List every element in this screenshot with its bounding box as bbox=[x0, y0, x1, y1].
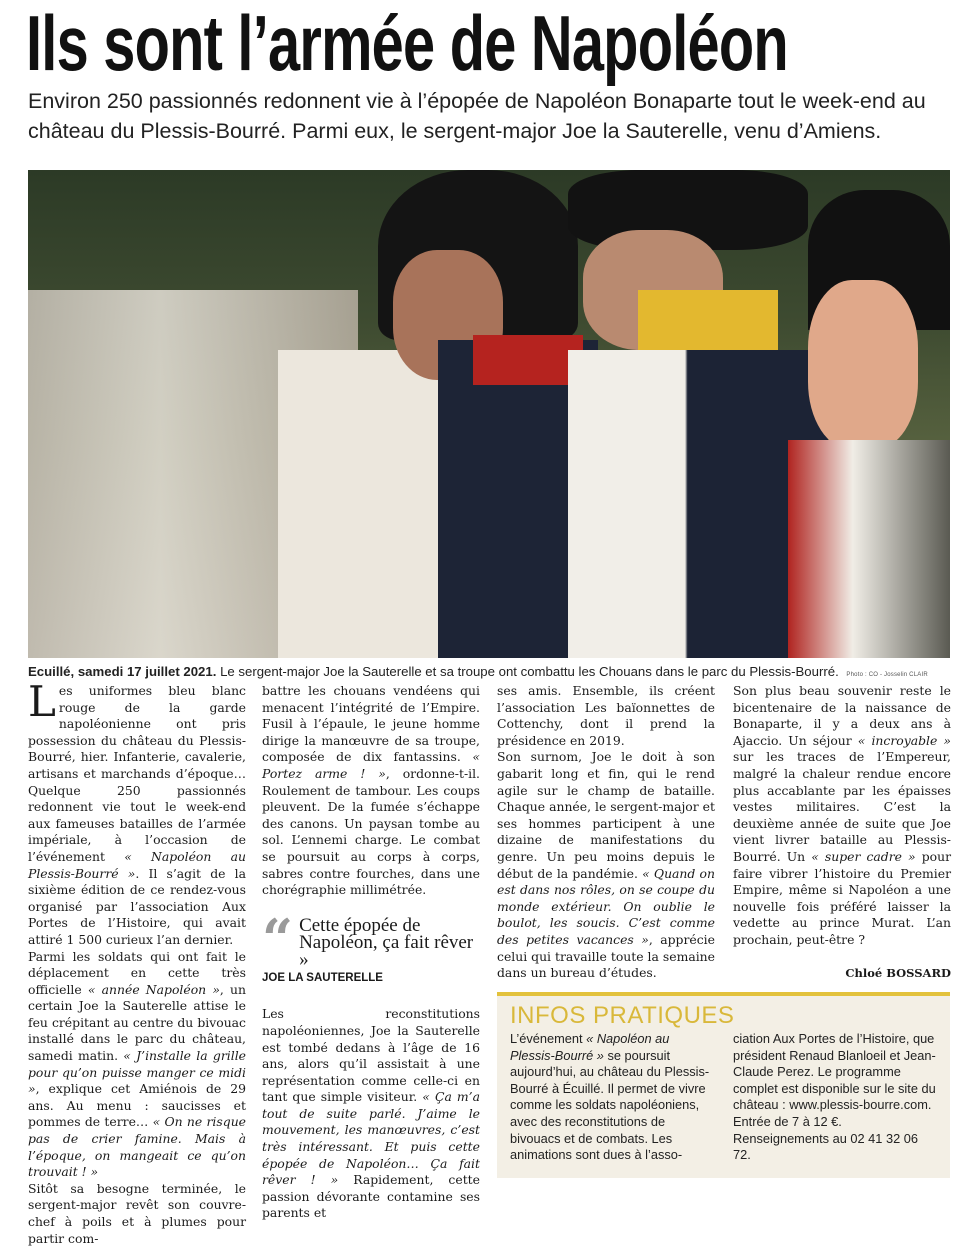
article-column-4 bbox=[733, 683, 951, 981]
paragraph bbox=[262, 1006, 480, 1222]
photo-caption bbox=[28, 664, 953, 679]
paragraph bbox=[28, 949, 246, 1181]
paragraph bbox=[262, 683, 480, 899]
infobox-column-1 bbox=[510, 1031, 716, 1164]
text: « année Napoléon » bbox=[87, 981, 220, 997]
caption-text: Le sergent-major Joe la Sauterelle et sa troupe ont combattu les Chouans dans le parc du Plessis-Bourré. bbox=[220, 664, 839, 679]
author-signature: Chloé BOSSARD bbox=[845, 965, 951, 980]
text: « Quand on est dans nos rôles, on se coupe du monde extérieur. On oublie le boulot, les soucis. C’est comme des petites vacances » bbox=[497, 865, 715, 947]
text: , ordonne-t-il. Roulement de tambour. Les coups pleuvent. De la fumée s’échappe des canons. Un paysan tombe au sol. L’ennemi charge. Le combat se poursuit au corps à corps, sabres contre fourches, dans une chorégraphie millimétrée. bbox=[262, 765, 480, 898]
text: « incroyable » bbox=[857, 732, 951, 748]
text: es uniformes bleu blanc rouge de la garde napoléonienne ont pris possession du château du Plessis-Bourré, hier. Infanterie, cavalerie, artisans et marchands d’époque… Quelque 250 passionnés redonnent vie tout le week-end aux fameuses batailles de l’armée impériale, à l’occasion de l’événement bbox=[28, 683, 246, 864]
quote-mark-icon: “ bbox=[262, 906, 294, 971]
text: Parmi les soldats qui ont fait le déplacement en cette très officielle bbox=[28, 948, 246, 997]
text: , apprécie celui qui travaille toute la semaine dans un bureau d’études. bbox=[497, 931, 715, 981]
text: se poursuit aujourd’hui, au château du Plessis-Bourré à Écuillé. Il permet de vivre comme les soldats napoléoniens, avec des reconstitutions de bivouacs et de combats. Les animations sont dues à l’asso- bbox=[510, 1047, 710, 1163]
article-column-2 bbox=[262, 683, 480, 1222]
text: sur les traces de l’Empereur, malgré la chaleur rendue encore plus accablante par les épaisses vestes militaires. C’est la deuxième année de suite que Joe vient livrer bataille au Plessis-Bourré. Un bbox=[733, 749, 951, 864]
pull-quote-text: Cette épopée de Napoléon, ça fait rêver » bbox=[299, 914, 474, 970]
text: , un certain Joe la Sauterelle attise le feu crépitant au centre du bivouac installé dans le parc du château, samedi matin. bbox=[28, 981, 246, 1064]
pull-quote bbox=[262, 906, 480, 987]
infos-pratiques-box bbox=[497, 992, 950, 1178]
paragraph bbox=[733, 683, 951, 949]
text: « Portez arme ! » bbox=[262, 749, 480, 781]
pull-quote-author: JOE LA SAUTERELLE bbox=[262, 971, 383, 984]
text: , explique cet Amiénois de 29 ans. Au menu : saucisses et pommes de terre… bbox=[28, 1081, 246, 1130]
paragraph bbox=[28, 677, 246, 949]
text: Son plus beau souvenir reste le bicentenaire de la naissance de Bonaparte, il y a deux ans à Ajaccio. Un séjour bbox=[733, 683, 951, 748]
text: « Napoléon au Plessis-Bourré » bbox=[28, 848, 246, 881]
text: Les reconstitutions napoléoniennes, Joe la Sauterelle est tombé dedans à l’âge de 16 ans, alors qu’il assistait à une représentation comme celle-ci en tant que simple visiteur. bbox=[262, 1006, 480, 1105]
text: « On ne risque pas de crier famine. Mais à l’époque, on mangeait ce qu’on trouvait ! » bbox=[28, 1114, 247, 1180]
paragraph: Sitôt sa besogne terminée, le sergent-major revêt son couvre-chef à poils et à plumes pour partir com- bbox=[28, 1180, 246, 1246]
text: . Il s’agit de la sixième édition de ce rendez-vous organisé par l’association Aux Portes de l’Histoire, qui avait attiré 1 500 curieux l’an dernier. bbox=[28, 865, 246, 947]
infobox-title: INFOS PRATIQUES bbox=[510, 1002, 735, 1029]
article-photo-soldiers bbox=[28, 170, 950, 658]
text: pour faire vibrer l’histoire du Premier Empire, même si Napoléon a une nouvelle fois préféré laisser la vedette au prince Murat. L’an prochain, peut-être ? bbox=[733, 848, 951, 947]
paragraph bbox=[497, 749, 715, 981]
article-column-1 bbox=[28, 677, 247, 1247]
text: « Napoléon au Plessis-Bourré » bbox=[510, 1031, 670, 1063]
text: « Ça m’a tout de suite parlé. J’aime le mouvement, les manœuvres, c’est très intéressant. Et puis cette épopée de Napoléon… Ça fait rêver ! » bbox=[262, 1089, 480, 1188]
dropcap: L bbox=[28, 677, 56, 726]
infobox-column-2: ciation Aux Portes de l’Histoire, que président Renaud Blanloeil et Jean-Claude Perez. Le programme complet est disponible sur le site du château : www.plessis-bourre.com. Entrée de 7 à 12 €. Renseignements au 02 41 32 06 72. bbox=[733, 1031, 936, 1163]
text: « super cadre » bbox=[811, 848, 916, 864]
paragraph: ses amis. Ensemble, ils créent l’association Les baïonnettes de Cottenchy, dont il prend la présidence en 2019. bbox=[497, 683, 715, 748]
text: « J’installe la grille pour qu’on puisse manger ce midi » bbox=[28, 1048, 246, 1097]
headline: Ils sont l’armée de Napoléon bbox=[26, 0, 788, 87]
text: Son surnom, Joe le doit à son gabarit long et fin, qui le rend agile sur le champ de bataille. Chaque année, le sergent-major et ses hommes participent à une dizaine de manifestations du genre. Un peu moins depuis le début de la pandémie. bbox=[497, 749, 715, 881]
subtitle: Environ 250 passionnés redonnent vie à l’épopée de Napoléon Bonaparte tout le week-end au château du Plessis-Bourré. Parmi eux, le sergent-major Joe la Sauterelle, venu d’Amiens. bbox=[28, 89, 926, 143]
text: battre les chouans vendéens qui menacent l’intégrité de l’Empire. Fusil à l’épaule, le jeune homme dirige la manœuvre de sa troupe, composée de dix fantassins. bbox=[262, 683, 480, 765]
text: L’événement bbox=[510, 1031, 587, 1046]
caption-date: Ecuillé, samedi 17 juillet 2021. bbox=[28, 664, 217, 679]
photo-credit: Photo : CO - Josselin CLAIR bbox=[846, 672, 928, 678]
text: Rapidement, cette passion dévorante contamine ses parents et bbox=[262, 1172, 480, 1221]
article-column-3 bbox=[497, 683, 715, 982]
